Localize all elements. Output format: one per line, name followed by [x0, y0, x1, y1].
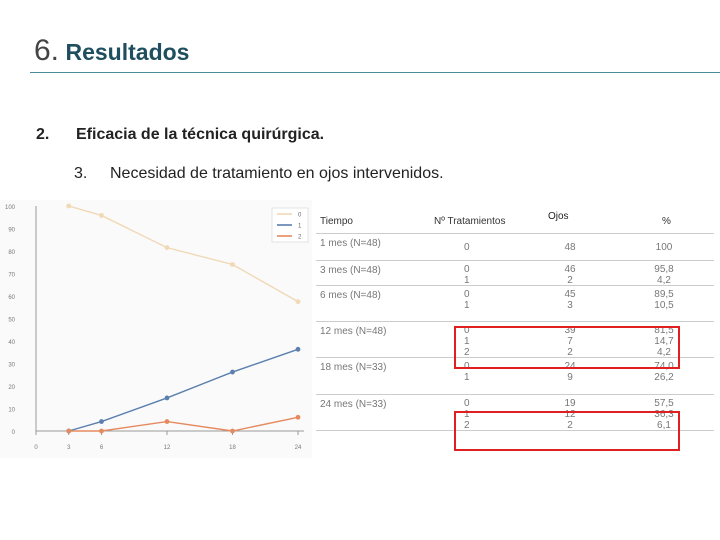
slide-number: 6.	[34, 34, 60, 67]
cell-tiempo: 18 mes (N=33)	[320, 362, 387, 373]
cell-pct: 10,5	[654, 300, 674, 311]
cell-tratamientos: 1	[464, 336, 470, 347]
x-tick-label: 12	[163, 445, 171, 451]
subsection-number: 3.	[74, 165, 88, 182]
cell-pct: 4,2	[657, 347, 671, 358]
x-tick-label: 0	[34, 445, 38, 451]
legend-label: 1	[298, 223, 302, 230]
header-tiempo: Tiempo	[320, 216, 353, 227]
y-tick-label: 30	[8, 362, 15, 369]
data-point	[66, 204, 71, 209]
slide-title	[34, 34, 189, 68]
cell-tratamientos: 0	[464, 242, 470, 253]
cell-pct: 26,2	[654, 372, 674, 383]
cell-ojos: 7	[567, 336, 573, 347]
data-point	[165, 245, 170, 250]
cell-tratamientos: 2	[464, 420, 470, 431]
cell-ojos: 12	[564, 409, 576, 420]
cell-ojos: 45	[564, 289, 576, 300]
cell-ojos: 39	[564, 325, 576, 336]
chart-background	[0, 200, 312, 458]
data-point	[230, 370, 235, 375]
y-tick-label: 100	[4, 205, 15, 211]
data-point	[230, 429, 235, 434]
y-tick-label: 20	[8, 385, 15, 391]
cell-ojos: 9	[567, 372, 573, 383]
x-tick-label: 6	[99, 445, 104, 451]
data-point	[99, 429, 104, 434]
subsection-heading	[74, 165, 444, 183]
cell-ojos: 24	[564, 361, 576, 372]
cell-ojos: 46	[564, 264, 576, 275]
cell-tiempo: 3 mes (N=48)	[320, 265, 381, 276]
data-point	[296, 415, 301, 420]
cell-tiempo: 12 mes (N=48)	[320, 326, 387, 337]
title-divider	[30, 72, 720, 73]
cell-pct: 74,0	[654, 361, 674, 372]
cell-pct: 95,8	[654, 264, 674, 275]
cell-tratamientos: 1	[464, 300, 470, 311]
subsection-text: Necesidad de tratamiento en ojos intervenidos.	[110, 165, 444, 182]
cell-tratamientos: 1	[464, 372, 470, 383]
header-tratamientos: Nº Tratamientos	[434, 216, 506, 227]
data-point	[165, 396, 170, 401]
y-tick-label: 50	[8, 317, 15, 324]
line-chart	[0, 200, 312, 458]
y-tick-label: 70	[8, 272, 15, 279]
data-point	[66, 429, 71, 434]
header-pct: %	[662, 216, 671, 227]
x-tick-label: 18	[229, 445, 236, 451]
section-number: 2.	[36, 126, 50, 143]
cell-pct: 14,7	[654, 336, 674, 347]
highlight-12-mes	[454, 326, 680, 369]
y-tick-label: 0	[11, 430, 15, 436]
data-point	[230, 262, 235, 267]
table-row	[316, 286, 714, 322]
legend-label: 0	[298, 212, 302, 219]
results-table	[316, 207, 714, 431]
y-tick-label: 40	[8, 340, 15, 346]
cell-tratamientos: 0	[464, 325, 470, 336]
section-text: Eficacia de la técnica quirúrgica.	[76, 126, 325, 143]
cell-pct: 81,5	[654, 325, 674, 336]
data-point	[296, 299, 301, 304]
cell-tratamientos: 0	[464, 289, 470, 300]
cell-tiempo: 24 mes (N=33)	[320, 399, 387, 410]
x-tick-label: 3	[67, 445, 71, 451]
cell-tiempo: 1 mes (N=48)	[320, 238, 381, 249]
cell-ojos: 19	[564, 398, 576, 409]
cell-tratamientos: 0	[464, 361, 470, 372]
cell-tratamientos: 1	[464, 275, 470, 286]
x-tick-label: 24	[294, 445, 302, 451]
cell-pct: 57,5	[654, 398, 674, 409]
cell-pct: 100	[655, 242, 673, 253]
y-tick-label: 60	[8, 295, 15, 301]
cell-tiempo: 6 mes (N=48)	[320, 290, 381, 301]
y-tick-label: 90	[8, 227, 15, 234]
legend-label: 2	[298, 234, 302, 241]
header-ojos: Ojos	[548, 211, 569, 222]
section-heading	[36, 126, 324, 144]
cell-tratamientos: 2	[464, 347, 470, 358]
cell-pct: 6,1	[657, 420, 671, 431]
table-row	[316, 234, 714, 261]
cell-ojos: 2	[567, 420, 573, 431]
table-header	[316, 207, 714, 234]
cell-pct: 4,2	[657, 275, 671, 286]
cell-pct: 89,5	[654, 289, 674, 300]
slide-title-text: Resultados	[65, 39, 190, 65]
highlight-24-mes	[454, 411, 680, 451]
cell-tratamientos: 0	[464, 398, 470, 409]
cell-ojos: 2	[567, 347, 573, 358]
cell-tratamientos: 1	[464, 409, 470, 420]
cell-pct: 36,3	[654, 409, 674, 420]
cell-ojos: 48	[564, 242, 576, 253]
data-point	[99, 213, 104, 218]
table-row	[316, 261, 714, 286]
cell-tratamientos: 0	[464, 264, 470, 275]
cell-ojos: 3	[567, 300, 573, 311]
data-point	[296, 347, 301, 352]
cell-ojos: 2	[567, 275, 573, 286]
data-point	[99, 419, 104, 424]
y-tick-label: 10	[8, 407, 15, 414]
data-point	[165, 419, 170, 424]
y-tick-label: 80	[8, 250, 15, 256]
